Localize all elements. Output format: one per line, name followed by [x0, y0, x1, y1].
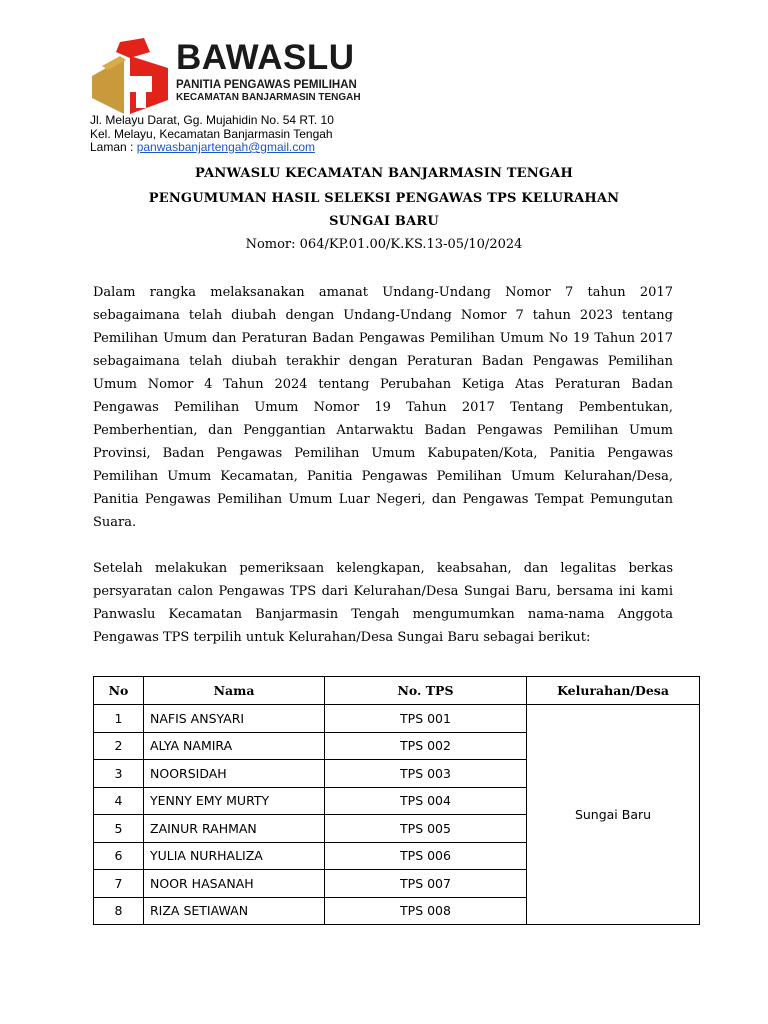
header-kelurahan: Kelurahan/Desa	[527, 677, 700, 705]
results-table	[93, 676, 700, 925]
cell-tps: TPS 003	[325, 760, 527, 788]
paragraph-1: Dalam rangka melaksanakan amanat Undang-Undang Nomor 7 tahun 2017 sebagaimana telah diubah dengan Undang-Undang Nomor 7 tahun 2023 tentang Pemilihan Umum dan Peraturan Badan Pengawas Pemilihan Umum No 19 Tahun 2017 sebagaimana telah diubah terakhir dengan Peraturan Badan Pengawas Pemilihan Umum Nomor 4 Tahun 2024 tentang Perubahan Ketiga Atas Peraturan Badan Pengawas Pemilihan Umum Nomor 19 Tahun 2017 Tentang Pembentukan, Pemberhentian, dan Penggantian Antarwaktu Badan Pengawas Pemilihan Umum Provinsi, Badan Pengawas Pemilihan Umum Kabupaten/Kota, Panitia Pengawas Pemilihan Umum Kecamatan, Panitia Pengawas Pemilihan Umum Kelurahan/Desa, Panitia Pengawas Pemilihan Umum Luar Negeri, dan Pengawas Tempat Pemungutan Suara.	[93, 285, 673, 530]
cell-tps: TPS 004	[325, 787, 527, 815]
email-link[interactable]: panwasbanjartengah@gmail.com	[136, 140, 315, 154]
cell-nama: YULIA NURHALIZA	[144, 842, 325, 870]
cell-nama: ZAINUR RAHMAN	[144, 815, 325, 843]
cell-nama: NAFIS ANSYARI	[144, 705, 325, 733]
title-line-3: SUNGAI BARU	[329, 214, 439, 229]
header-no: No	[94, 677, 144, 705]
cell-no: 2	[94, 732, 144, 760]
org-subtitle: PANITIA PENGAWAS PEMILIHAN	[176, 79, 357, 91]
paragraph-2: Setelah melakukan pemeriksaan kelengkapan, keabsahan, dan legalitas berkas persyaratan calon Pengawas TPS dari Kelurahan/Desa Sungai Baru, bersama ini kami Panwaslu Kecamatan Banjarmasin Tengah mengumumkan nama-nama Anggota Pengawas TPS terpilih untuk Kelurahan/Desa Sungai Baru sebagai berikut:	[93, 561, 673, 645]
cell-tps: TPS 005	[325, 815, 527, 843]
header-nama: Nama	[144, 677, 325, 705]
letterhead-address	[90, 114, 334, 155]
cell-no: 6	[94, 842, 144, 870]
laman-label: Laman :	[90, 140, 137, 154]
cell-tps: TPS 007	[325, 870, 527, 898]
cell-nama: NOOR HASANAH	[144, 870, 325, 898]
table-row	[94, 705, 700, 733]
cell-nama: NOORSIDAH	[144, 760, 325, 788]
cell-nama: ALYA NAMIRA	[144, 732, 325, 760]
cell-no: 7	[94, 870, 144, 898]
cell-tps: TPS 001	[325, 705, 527, 733]
address-line-2: Kel. Melayu, Kecamatan Banjarmasin Tengah	[90, 126, 333, 141]
cell-nama: YENNY EMY MURTY	[144, 787, 325, 815]
title-line-2: PENGUMUMAN HASIL SELEKSI PENGAWAS TPS KELURAHAN	[148, 191, 620, 206]
address-line-1: Jl. Melayu Darat, Gg. Mujahidin No. 54 RT. 10	[90, 113, 334, 127]
document-number: Nomor: 064/KP.01.00/K.KS.13-05/10/2024	[245, 237, 523, 252]
title-line-1: PANWASLU KECAMATAN BANJARMASIN TENGAH	[195, 166, 573, 181]
cell-tps: TPS 008	[325, 897, 527, 925]
cell-tps: TPS 006	[325, 842, 527, 870]
header-tps: No. TPS	[325, 677, 527, 705]
cell-no: 3	[94, 760, 144, 788]
cell-no: 4	[94, 787, 144, 815]
org-district: KECAMATAN BANJARMASIN TENGAH	[176, 92, 361, 103]
cell-kelurahan: Sungai Baru	[527, 705, 700, 925]
org-name: BAWASLU	[176, 38, 355, 77]
cell-tps: TPS 002	[325, 732, 527, 760]
cell-no: 8	[94, 897, 144, 925]
table-header-row	[94, 677, 700, 705]
letterhead-brand	[176, 40, 361, 104]
cell-no: 5	[94, 815, 144, 843]
cell-nama: RIZA SETIAWAN	[144, 897, 325, 925]
address-line-3	[90, 141, 334, 155]
cell-no: 1	[94, 705, 144, 733]
bawaslu-logo-icon	[90, 38, 170, 116]
